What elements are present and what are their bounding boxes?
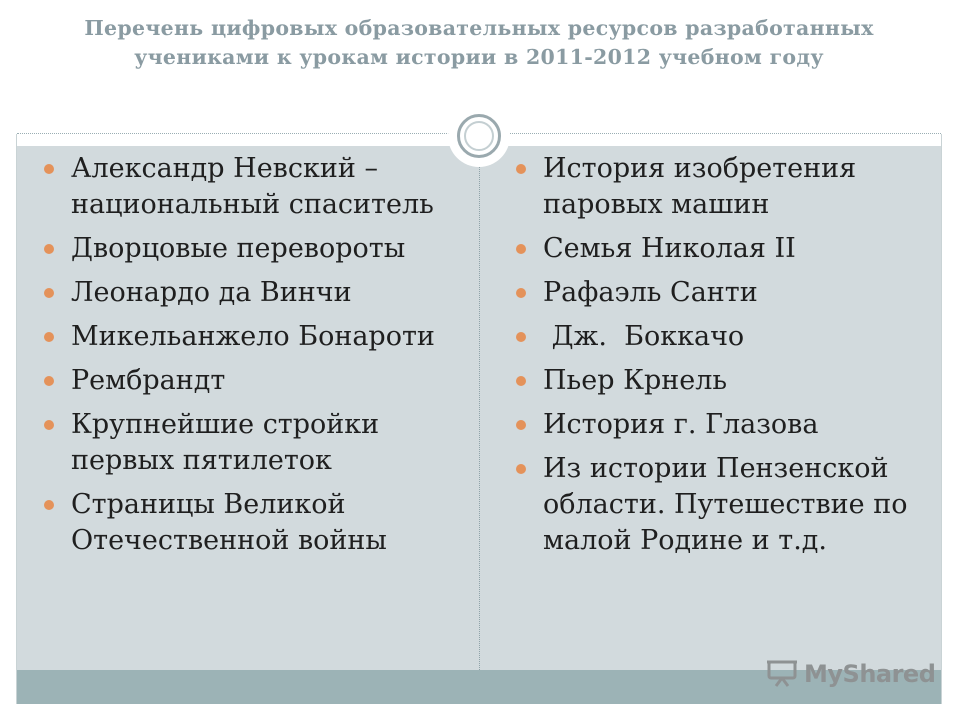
column-divider — [479, 146, 480, 670]
list-item — [543, 407, 938, 443]
bullet-dot-icon — [44, 288, 54, 298]
list-item-label: История г. Глазова — [543, 409, 819, 440]
watermark-text: MyShared — [804, 660, 936, 688]
list-item-label: Из истории Пензенской области. Путешествие по малой Родине и т.д. — [543, 453, 908, 556]
bullet-dot-icon — [44, 164, 54, 174]
list-item — [71, 275, 461, 311]
list-item-label: Крупнейшие стройки первых пятилеток — [71, 409, 380, 476]
list-item — [543, 275, 938, 311]
bullet-dot-icon — [44, 244, 54, 254]
list-item — [543, 231, 938, 267]
list-item-label: Страницы Великой Отечественной войны — [71, 489, 387, 556]
list-item-label: Семья Николая II — [543, 233, 796, 264]
bullet-dot-icon — [44, 332, 54, 342]
list-item-label: Дж. Боккачо — [543, 321, 745, 352]
slide-title — [36, 14, 922, 72]
list-item — [543, 451, 938, 559]
circle-inner-ring — [464, 121, 494, 151]
list-item — [71, 151, 461, 223]
list-item — [71, 363, 461, 399]
list-item-label: Рафаэль Санти — [543, 277, 758, 308]
bullet-dot-icon — [44, 376, 54, 386]
list-item-label: История изобретения паровых машин — [543, 153, 857, 220]
list-item-label: Леонардо да Винчи — [71, 277, 352, 308]
bullet-dot-icon — [516, 332, 526, 342]
left-bullet-list — [71, 151, 461, 567]
bullet-dot-icon — [516, 244, 526, 254]
slide-title-line-2: учениками к урокам истории в 2011-2012 учебном году — [134, 45, 824, 69]
list-item-label: Пьер Крнель — [543, 365, 728, 396]
bullet-dot-icon — [516, 420, 526, 430]
bullet-dot-icon — [44, 420, 54, 430]
list-item — [71, 407, 461, 479]
circle-ring — [457, 114, 501, 158]
list-item-label: Александр Невский – национальный спаситель — [71, 153, 434, 220]
list-item-label: Микельанжело Бонароти — [71, 321, 435, 352]
myshared-watermark — [766, 656, 936, 692]
list-item — [71, 319, 461, 355]
bullet-dot-icon — [516, 288, 526, 298]
list-item-label: Дворцовые перевороты — [71, 233, 406, 264]
bullet-dot-icon — [516, 464, 526, 474]
bullet-dot-icon — [516, 164, 526, 174]
bullet-dot-icon — [516, 376, 526, 386]
list-item — [543, 319, 938, 355]
list-item-label: Рембрандт — [71, 365, 226, 396]
presentation-board-icon — [766, 658, 800, 688]
list-item — [543, 151, 938, 223]
list-item — [71, 487, 461, 559]
bullet-dot-icon — [44, 500, 54, 510]
slide-title-line-1: Перечень цифровых образовательных ресурсов разработанных — [84, 16, 874, 40]
list-item — [71, 231, 461, 267]
right-bullet-list — [543, 151, 938, 567]
list-item — [543, 363, 938, 399]
